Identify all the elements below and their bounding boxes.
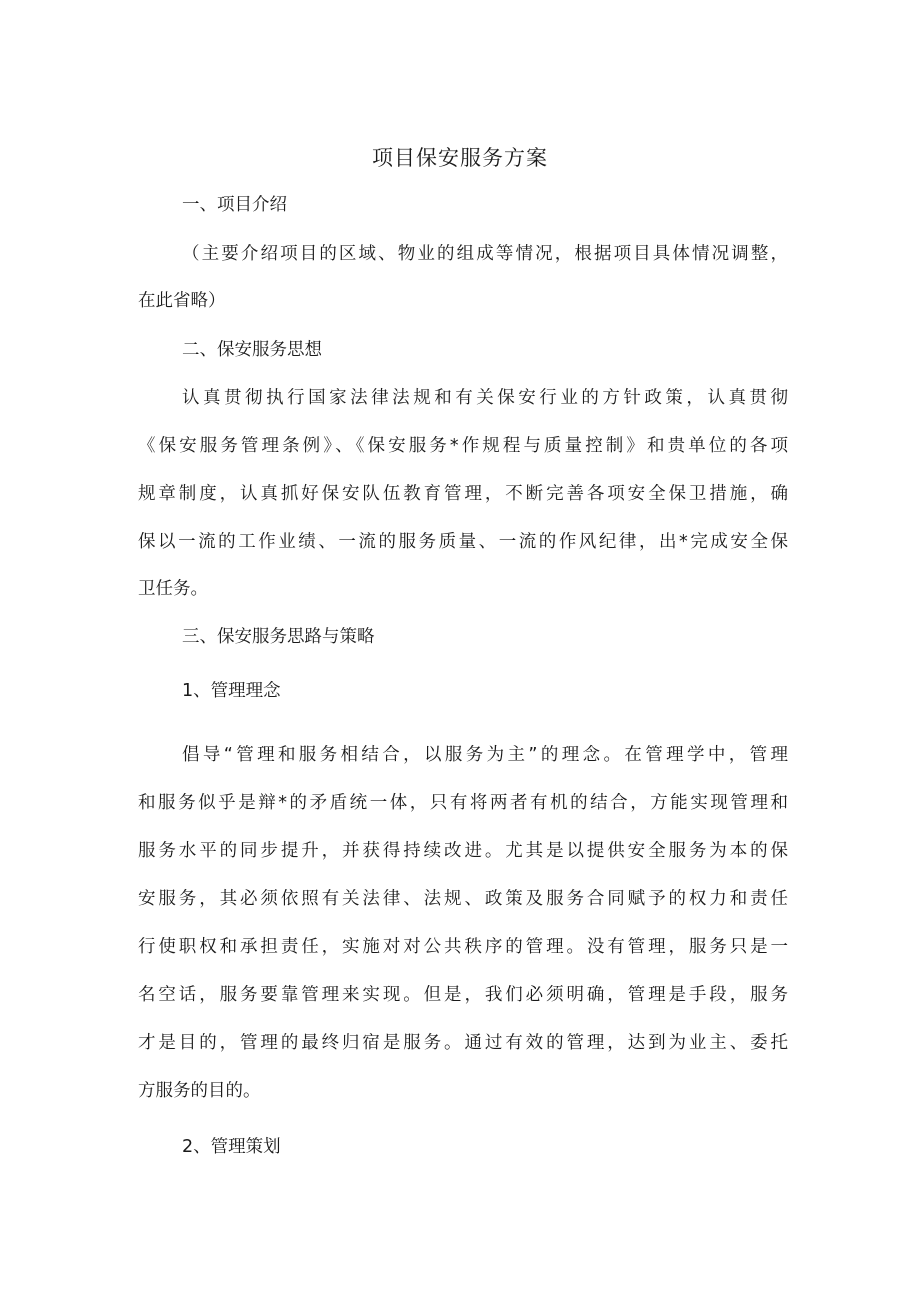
paragraph-line: 方服务的目的。: [138, 1081, 261, 1101]
paragraph-line: 行使职权和承担责任，实施对对公共秩序的管理。没有管理，服务只是一: [138, 937, 788, 957]
paragraph-line: 规章制度，认真抓好保安队伍教育管理，不断完善各项安全保卫措施，确: [138, 484, 788, 504]
paragraph-line: 名空话，服务要靠管理来实现。但是，我们必须明确，管理是手段，服务: [138, 985, 788, 1005]
paragraph-line: 《保安服务管理条例》、《保安服务*作规程与质量控制》和贵单位的各项: [138, 436, 788, 456]
paragraph-line: 服务水平的同步提升，并获得持续改进。尤其是以提供安全服务为本的保: [138, 841, 788, 861]
paragraph-line: 才是目的，管理的最终归宿是服务。通过有效的管理，达到为业主、委托: [138, 1033, 788, 1053]
paragraph-line: （主要介绍项目的区域、物业的组成等情况，根据项目具体情况调整，: [182, 244, 788, 264]
paragraph-line: 在此省略）: [138, 291, 226, 311]
paragraph-line: 安服务，其必须依照有关法律、法规、政策及服务合同赋予的权力和责任: [138, 889, 788, 909]
page-title: 项目保安服务方案: [372, 146, 548, 170]
paragraph-line: 和服务似乎是辩*的矛盾统一体，只有将两者有机的结合，方能实现管理和: [138, 793, 788, 813]
paragraph-line: 保以一流的工作业绩、一流的服务质量、一流的作风纪律，出*完成安全保: [138, 532, 788, 552]
subheading-management-planning: 2、管理策划: [182, 1137, 281, 1157]
heading-service-philosophy: 二、保安服务思想: [182, 340, 322, 360]
paragraph-line: 认真贯彻执行国家法律法规和有关保安行业的方针政策，认真贯彻: [182, 388, 788, 408]
subheading-management-concept: 1、管理理念: [182, 681, 281, 701]
heading-project-intro: 一、项目介绍: [182, 195, 287, 215]
paragraph-line: 倡导“管理和服务相结合，以服务为主”的理念。在管理学中，管理: [182, 745, 788, 765]
heading-service-strategy: 三、保安服务思路与策略: [182, 627, 375, 647]
paragraph-line: 卫任务。: [138, 579, 208, 599]
